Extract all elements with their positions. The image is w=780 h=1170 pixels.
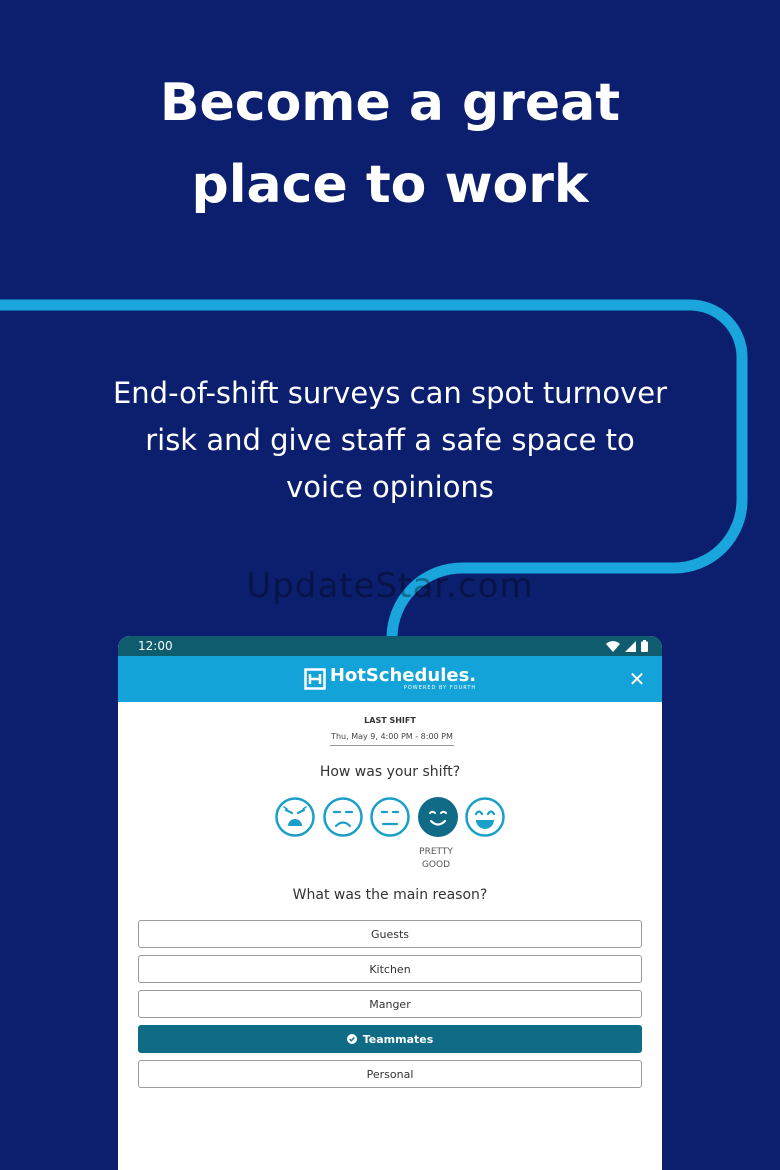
- great-face-icon[interactable]: [464, 796, 506, 838]
- reason-options: [138, 920, 642, 1095]
- bad-face-icon[interactable]: [322, 796, 364, 838]
- shift-question: How was your shift?: [319, 764, 461, 780]
- status-bar: [118, 636, 662, 656]
- option-label: Personal: [366, 1067, 414, 1081]
- headline-line-2: place to work: [191, 155, 589, 215]
- brand-name: HotSchedules.: [329, 665, 477, 686]
- neutral-face-icon[interactable]: [369, 796, 411, 838]
- subcopy-line-3: voice opinions: [286, 470, 494, 504]
- phone-screen: [118, 636, 662, 1170]
- app-bar: [118, 656, 662, 702]
- shift-time: Thu, May 9, 4:00 PM - 8:00 PM: [330, 732, 454, 746]
- pretty-good-face-icon[interactable]: [417, 796, 459, 838]
- signal-icon: [625, 641, 636, 652]
- face-label-line-1: PRETTY: [419, 847, 453, 857]
- option-label: Guests: [370, 927, 410, 941]
- headline-line-1: Become a great: [159, 73, 621, 133]
- last-shift-label: LAST SHIFT: [364, 716, 416, 725]
- brand-logo: [304, 667, 476, 691]
- option-kitchen[interactable]: [138, 955, 642, 983]
- subcopy-line-2: risk and give staff a safe space to: [145, 423, 635, 457]
- option-label: Manger: [369, 997, 411, 1011]
- status-icons: [606, 640, 648, 652]
- watermark: UpdateStar.com: [246, 566, 534, 606]
- battery-icon: [641, 640, 648, 652]
- selected-face-label: [406, 846, 466, 872]
- check-circle-icon: [347, 1034, 357, 1044]
- option-personal[interactable]: [138, 1060, 642, 1088]
- wifi-icon: [606, 641, 620, 652]
- brand-tagline: POWERED BY FOURTH: [403, 685, 477, 691]
- rating-faces: [274, 796, 506, 840]
- option-guests[interactable]: [138, 920, 642, 948]
- subcopy-line-1: End-of-shift surveys can spot turnover: [112, 376, 668, 410]
- option-teammates[interactable]: [138, 1025, 642, 1053]
- option-manger[interactable]: [138, 990, 642, 1018]
- very-bad-face-icon[interactable]: [274, 796, 316, 838]
- option-label: Kitchen: [369, 962, 411, 976]
- face-label-line-2: GOOD: [421, 860, 451, 870]
- hotschedules-logo-icon: [304, 668, 326, 690]
- status-time: 12:00: [138, 639, 173, 653]
- reason-question: What was the main reason?: [292, 887, 488, 903]
- subcopy: [70, 370, 710, 511]
- close-button[interactable]: ✕: [628, 667, 646, 691]
- option-label: Teammates: [362, 1032, 434, 1046]
